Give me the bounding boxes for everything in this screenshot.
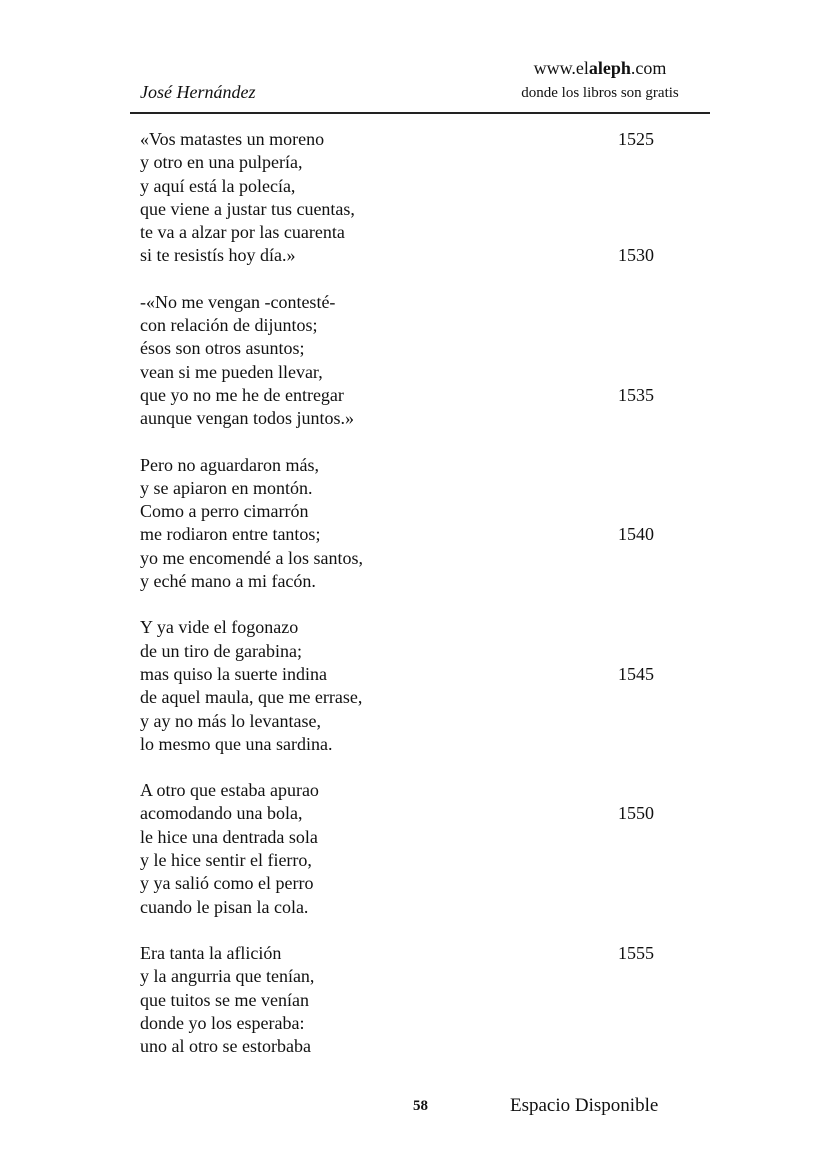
verse-number: 1525 bbox=[618, 129, 654, 149]
verse-line bbox=[140, 221, 700, 244]
verse-number: 1550 bbox=[618, 803, 654, 824]
verse-line bbox=[140, 523, 700, 546]
verse-number: 1535 bbox=[618, 384, 654, 405]
verse-line bbox=[140, 663, 700, 686]
stanza bbox=[140, 291, 700, 431]
verse-text: yo me encomendé a los santos, bbox=[140, 547, 363, 568]
verse-text: y eché mano a mi facón. bbox=[140, 571, 316, 592]
verse-text: de aquel maula, que me errase, bbox=[140, 687, 363, 708]
verse-text: y otro en una pulpería, bbox=[140, 152, 303, 173]
verse-line bbox=[140, 802, 700, 825]
site-tagline: donde los libros son gratis bbox=[521, 85, 679, 101]
verse-text: de un tiro de garabina; bbox=[140, 640, 302, 661]
verse-line bbox=[140, 128, 700, 151]
stanza bbox=[140, 779, 700, 919]
verse-line bbox=[140, 570, 700, 593]
site-url-suffix: .com bbox=[630, 58, 667, 78]
verse-line bbox=[140, 686, 700, 709]
verse-line bbox=[140, 198, 700, 221]
verse-line bbox=[140, 1012, 700, 1035]
verse-number: 1545 bbox=[618, 663, 654, 684]
page-number: 58 bbox=[413, 1098, 428, 1114]
verse-line bbox=[140, 291, 700, 314]
verse-number: 1555 bbox=[618, 942, 654, 963]
verse-text: uno al otro se estorbaba bbox=[140, 1036, 311, 1057]
verse-text: aunque vengan todos juntos.» bbox=[140, 408, 354, 429]
verse-text: y se apiaron en montón. bbox=[140, 477, 313, 498]
verse-text: Pero no aguardaron más, bbox=[140, 454, 319, 475]
verse-text: me rodiaron entre tantos; bbox=[140, 524, 321, 545]
verse-line bbox=[140, 896, 700, 919]
verse-number: 1540 bbox=[618, 524, 654, 545]
verse-text: donde yo los esperaba: bbox=[140, 1012, 305, 1033]
verse-line bbox=[140, 500, 700, 523]
verse-line bbox=[140, 826, 700, 849]
verse-text: Y ya vide el fogonazo bbox=[140, 617, 299, 638]
verse-text: le hice una dentrada sola bbox=[140, 826, 318, 847]
stanza bbox=[140, 942, 700, 1058]
verse-line bbox=[140, 989, 700, 1012]
verse-line bbox=[140, 361, 700, 384]
verse-line bbox=[140, 477, 700, 500]
verse-line bbox=[140, 616, 700, 639]
verse-text: ésos son otros asuntos; bbox=[140, 338, 305, 359]
verse-text: y aquí está la polecía, bbox=[140, 175, 296, 196]
verse-text: cuando le pisan la cola. bbox=[140, 896, 309, 917]
verse-text: -«No me vengan -contesté- bbox=[140, 291, 336, 312]
verse-text: y ay no más lo levantase, bbox=[140, 710, 321, 731]
verse-text: Era tanta la aflición bbox=[140, 942, 282, 963]
site-url-prefix: www.el bbox=[533, 58, 589, 78]
verse-line bbox=[140, 942, 700, 965]
verse-text: «Vos matastes un moreno bbox=[140, 129, 325, 149]
stanza bbox=[140, 616, 700, 756]
verse-number: 1530 bbox=[618, 245, 654, 266]
verse-text: acomodando una bola, bbox=[140, 803, 303, 824]
verse-text: que viene a justar tus cuentas, bbox=[140, 198, 355, 219]
verse-line bbox=[140, 710, 700, 733]
verse-line bbox=[140, 640, 700, 663]
verse-text: A otro que estaba apurao bbox=[140, 780, 319, 801]
verse-text: vean si me pueden llevar, bbox=[140, 361, 323, 382]
verse-text: que tuitos se me venían bbox=[140, 989, 309, 1010]
verse-text: lo mesmo que una sardina. bbox=[140, 733, 333, 754]
verse-line bbox=[140, 314, 700, 337]
verse-line bbox=[140, 454, 700, 477]
verse-text: y la angurria que tenían, bbox=[140, 966, 315, 987]
verse-line bbox=[140, 337, 700, 360]
stanza bbox=[140, 454, 700, 594]
verse-line bbox=[140, 849, 700, 872]
verse-line bbox=[140, 151, 700, 174]
verse-text: y le hice sentir el fierro, bbox=[140, 850, 312, 871]
site-url[interactable] bbox=[490, 56, 710, 80]
verse-line bbox=[140, 1035, 700, 1058]
site-url-brand: aleph bbox=[588, 58, 631, 78]
verse-line bbox=[140, 244, 700, 267]
poem-body bbox=[140, 128, 700, 1081]
verse-line bbox=[140, 384, 700, 407]
footer-note: Espacio Disponible bbox=[510, 1095, 659, 1116]
verse-text: con relación de dijuntos; bbox=[140, 315, 318, 336]
verse-line bbox=[140, 965, 700, 988]
verse-text: mas quiso la suerte indina bbox=[140, 663, 327, 684]
verse-line bbox=[140, 733, 700, 756]
verse-line bbox=[140, 175, 700, 198]
header-divider bbox=[130, 112, 710, 114]
author-name: José Hernández bbox=[140, 82, 256, 102]
verse-text: te va a alzar por las cuarenta bbox=[140, 222, 345, 243]
verse-text: y ya salió como el perro bbox=[140, 873, 314, 894]
verse-line bbox=[140, 872, 700, 895]
verse-line bbox=[140, 547, 700, 570]
verse-text: si te resistís hoy día.» bbox=[140, 245, 296, 266]
verse-text: que yo no me he de entregar bbox=[140, 384, 344, 405]
verse-line bbox=[140, 407, 700, 430]
stanza bbox=[140, 128, 700, 268]
verse-line bbox=[140, 779, 700, 802]
verse-text: Como a perro cimarrón bbox=[140, 501, 309, 522]
